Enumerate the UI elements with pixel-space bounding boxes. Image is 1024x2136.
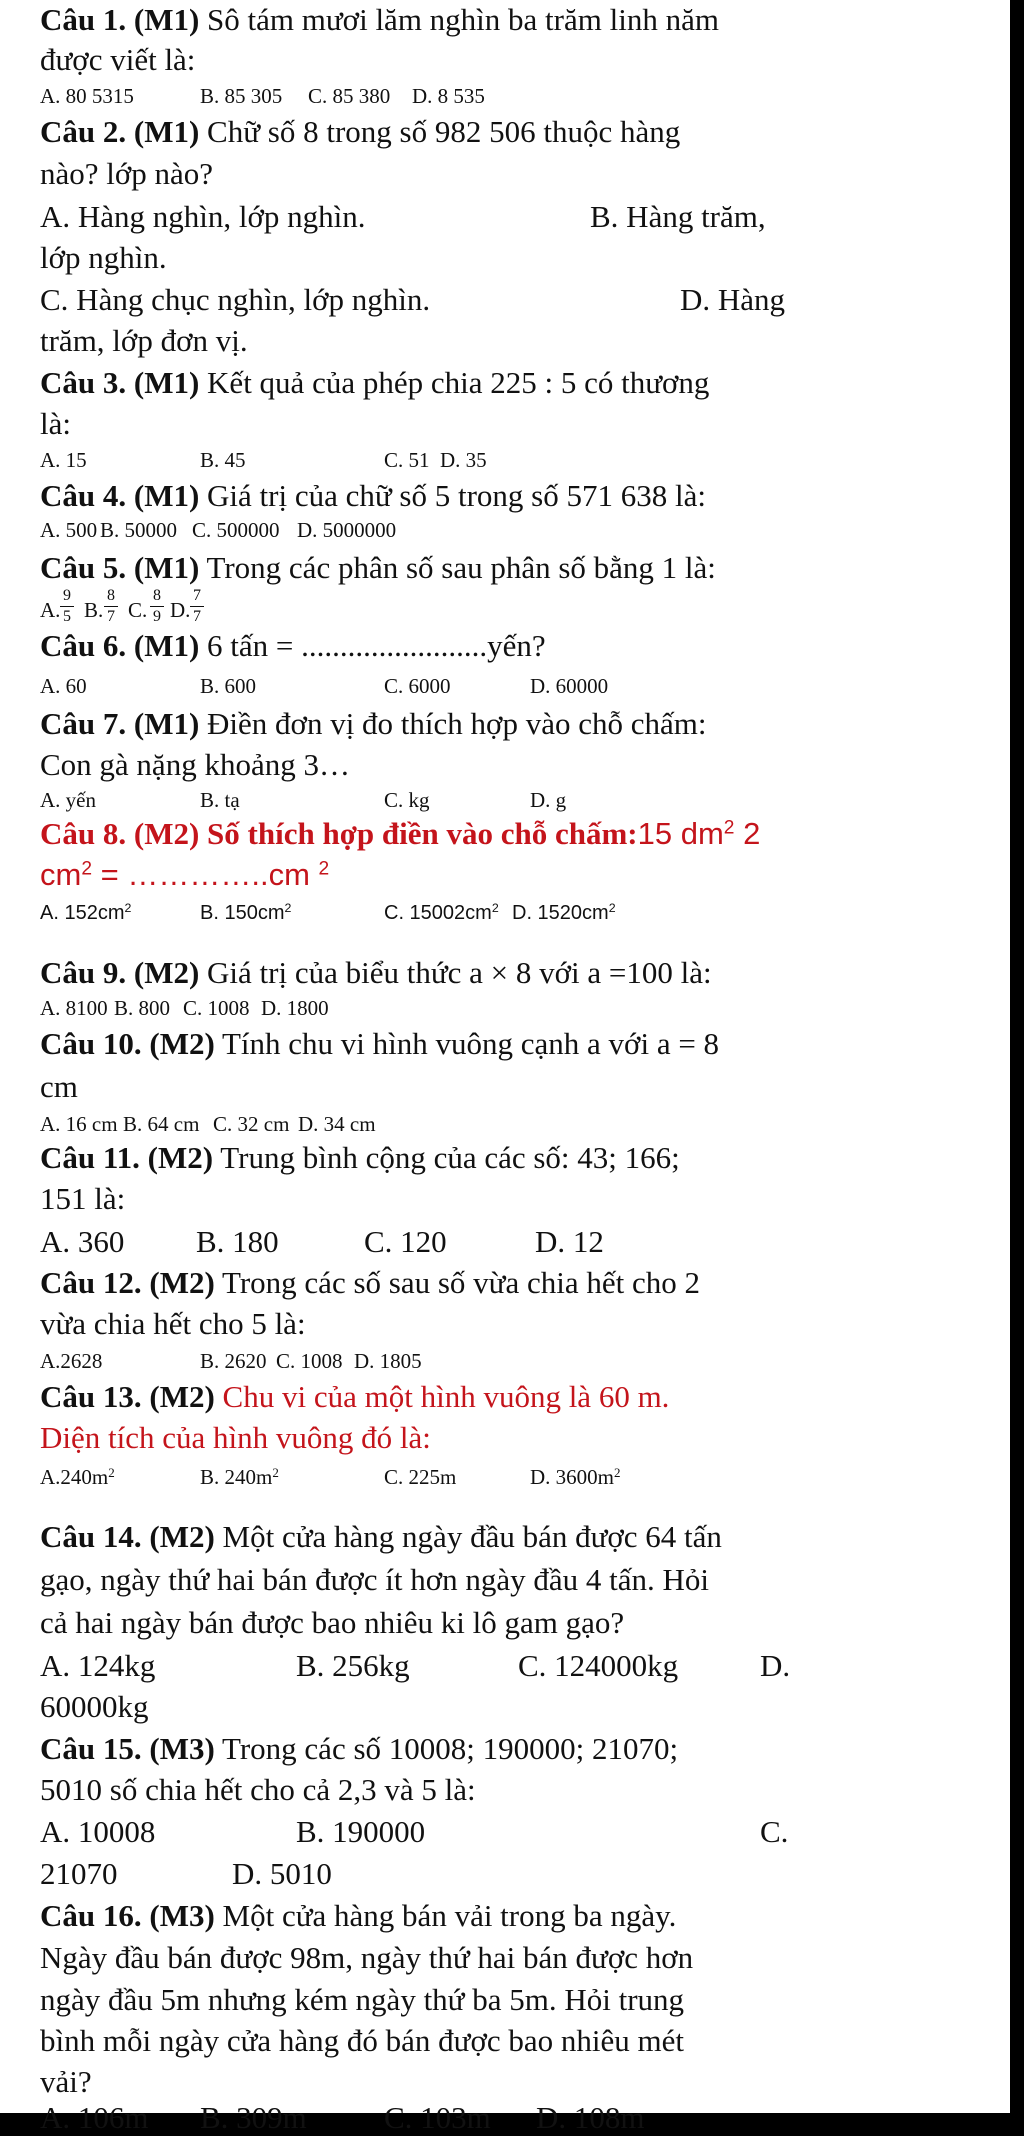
question-4-text: Giá trị của chữ số 5 trong số 571 638 là:: [207, 478, 706, 513]
option-text: B. 240m: [200, 1465, 273, 1489]
q13-option-a[interactable]: [40, 1465, 115, 1490]
cont-blank: = …………..cm: [92, 857, 319, 892]
question-14-text: Một cửa hàng ngày đầu bán được 64 tấn: [222, 1519, 722, 1554]
q5-option-a-label[interactable]: A.: [40, 598, 61, 622]
fraction-bar: [190, 606, 204, 607]
q11-option-b[interactable]: B. 180: [196, 1224, 279, 1259]
q6-option-c[interactable]: C. 6000: [384, 674, 451, 698]
q8-option-a[interactable]: [40, 902, 131, 925]
q8-option-b[interactable]: [200, 902, 291, 925]
q6-option-b[interactable]: B. 600: [200, 674, 257, 698]
q16-option-b[interactable]: B. 309m: [200, 2100, 307, 2135]
q5-a-denominator: 5: [63, 608, 71, 625]
q5-option-d-label[interactable]: D.: [170, 598, 191, 622]
question-3: [40, 365, 709, 401]
question-12: [40, 1265, 700, 1301]
q12-option-a[interactable]: A.2628: [40, 1349, 103, 1373]
q5-option-d-fraction[interactable]: [190, 588, 204, 625]
question-1: [40, 2, 719, 38]
q4-option-c[interactable]: C. 500000: [192, 518, 280, 542]
question-5-heading: Câu 5. (M1): [40, 550, 200, 585]
question-3-cont: là:: [40, 406, 71, 441]
q5-option-c-label[interactable]: C.: [128, 598, 148, 622]
question-10-heading: Câu 10. (M2): [40, 1026, 215, 1061]
question-16-line-2: Ngày đầu bán được 98m, ngày thứ hai bán được hơn: [40, 1940, 694, 1975]
q14-option-d-cont: 60000kg: [40, 1689, 149, 1724]
q10-option-c[interactable]: C. 32 cm: [213, 1112, 290, 1136]
q13-option-d[interactable]: [530, 1465, 621, 1490]
q15-option-c[interactable]: C.: [760, 1814, 789, 1849]
q16-option-c[interactable]: C. 103m: [384, 2100, 491, 2135]
question-12-text: Trong các số sau số vừa chia hết cho 2: [222, 1265, 700, 1300]
q7-option-a[interactable]: A. yến: [40, 788, 96, 812]
q14-option-b[interactable]: B. 256kg: [296, 1648, 410, 1683]
q11-option-d[interactable]: D. 12: [535, 1224, 604, 1259]
question-2: [40, 114, 680, 150]
option-exponent: 2: [614, 1464, 621, 1480]
option-exponent: 2: [491, 901, 499, 916]
q2-option-a[interactable]: A. Hàng nghìn, lớp nghìn.: [40, 199, 366, 234]
q14-option-d[interactable]: D.: [760, 1648, 791, 1683]
question-11: [40, 1140, 680, 1176]
option-text: A. 152cm: [40, 902, 125, 924]
question-5: [40, 550, 716, 586]
q14-option-a[interactable]: A. 124kg: [40, 1648, 156, 1683]
question-5-text: Trong các phân số sau phân số bằng 1 là:: [206, 550, 716, 585]
expr-tail: 2: [734, 816, 761, 851]
cont-unit: cm: [40, 857, 82, 892]
question-8: [40, 816, 760, 852]
option-text: B. 150cm: [200, 902, 285, 924]
question-16: [40, 1898, 676, 1934]
question-12-cont: vừa chia hết cho 5 là:: [40, 1306, 306, 1341]
question-9-text: Giá trị của biểu thức a × 8 với a =100 là:: [207, 955, 712, 990]
question-8-heading: Câu 8. (M2): [40, 816, 200, 851]
q2-option-b-cont: lớp nghìn.: [40, 240, 167, 275]
question-11-heading: Câu 11. (M2): [40, 1140, 214, 1175]
option-text: A.240m: [40, 1465, 109, 1489]
q9-option-b[interactable]: B. 800: [114, 996, 171, 1020]
question-7-text: Điền đơn vị đo thích hợp vào chỗ chấm:: [207, 706, 707, 741]
q4-option-d[interactable]: D. 5000000: [297, 518, 397, 542]
q12-option-d[interactable]: D. 1805: [354, 1349, 422, 1373]
q10-option-d[interactable]: D. 34 cm: [298, 1112, 376, 1136]
q14-option-c[interactable]: C. 124000kg: [518, 1648, 679, 1683]
question-3-text: Kết quả của phép chia 225 : 5 có thương: [207, 365, 710, 400]
q5-a-numerator: 9: [63, 587, 71, 604]
question-14-line-2: gạo, ngày thứ hai bán được ít hơn ngày đầu 4 tấn. Hỏi: [40, 1562, 710, 1597]
q5-c-numerator: 8: [153, 587, 161, 604]
option-exponent: 2: [608, 901, 616, 916]
q7-option-c[interactable]: C. kg: [384, 788, 430, 812]
question-13: [40, 1379, 669, 1415]
q13-option-b[interactable]: [200, 1465, 279, 1490]
q12-option-b[interactable]: B. 2620: [200, 1349, 267, 1373]
q3-option-b[interactable]: B. 45: [200, 448, 246, 472]
q9-option-a[interactable]: A. 8100: [40, 996, 108, 1020]
q4-option-b[interactable]: B. 50000: [100, 518, 178, 542]
question-8-expression: [638, 816, 761, 851]
q8-option-c[interactable]: [384, 902, 499, 925]
question-3-heading: Câu 3. (M1): [40, 365, 200, 400]
q1-option-c[interactable]: C. 85 380: [308, 84, 391, 108]
question-6-heading: Câu 6. (M1): [40, 628, 200, 663]
q6-option-d[interactable]: D. 60000: [530, 674, 609, 698]
question-2-heading: Câu 2. (M1): [40, 114, 200, 149]
fraction-bar: [150, 606, 164, 607]
question-13-heading: Câu 13. (M2): [40, 1379, 215, 1414]
q8-option-d[interactable]: [512, 902, 616, 925]
question-11-cont: 151 là:: [40, 1181, 126, 1216]
question-14-line-3: cả hai ngày bán được bao nhiêu ki lô gam gạo?: [40, 1605, 625, 1640]
option-text: C. 15002cm: [384, 902, 492, 924]
question-11-text: Trung bình cộng của các số: 43; 166;: [220, 1140, 680, 1175]
question-13-cont: Diện tích của hình vuông đó là:: [40, 1420, 431, 1455]
q5-option-b-label[interactable]: B.: [84, 598, 104, 622]
option-text: D. 3600m: [530, 1465, 614, 1489]
question-1-text: Sô tám mươi lăm nghìn ba trăm linh năm: [207, 2, 719, 37]
question-16-heading: Câu 16. (M3): [40, 1898, 215, 1933]
q11-option-a[interactable]: A. 360: [40, 1224, 125, 1259]
q16-option-a[interactable]: A. 106m: [40, 2100, 149, 2135]
q5-d-numerator: 7: [193, 587, 201, 604]
cont-exponent: 2: [81, 858, 93, 880]
fraction-bar: [60, 606, 74, 607]
q6-option-a[interactable]: A. 60: [40, 674, 87, 698]
question-13-text: Chu vi của một hình vuông là 60 m.: [222, 1379, 670, 1414]
question-6-text: 6 tấn = ........................yến?: [207, 628, 546, 663]
q13-option-c[interactable]: [384, 1465, 456, 1490]
q11-option-c[interactable]: C. 120: [364, 1224, 447, 1259]
option-exponent: 2: [124, 901, 132, 916]
question-9-heading: Câu 9. (M2): [40, 955, 200, 990]
question-14: [40, 1519, 722, 1555]
q10-option-b[interactable]: B. 64 cm: [123, 1112, 200, 1136]
q2-option-b[interactable]: B. Hàng trăm,: [590, 199, 766, 234]
fraction-bar: [104, 606, 118, 607]
question-16-line-5: vải?: [40, 2064, 92, 2099]
q2-option-d-cont: trăm, lớp đơn vị.: [40, 323, 248, 358]
q5-option-a-fraction[interactable]: [60, 588, 74, 625]
question-10-text: Tính chu vi hình vuông cạnh a với a = 8: [222, 1026, 720, 1061]
q4-option-a[interactable]: A. 500: [40, 518, 98, 542]
option-text: C. 225m: [384, 1465, 457, 1489]
question-6: [40, 628, 546, 664]
q7-option-d[interactable]: D. g: [530, 788, 567, 812]
q1-option-b[interactable]: B. 85 305: [200, 84, 283, 108]
q5-b-numerator: 8: [107, 587, 115, 604]
option-exponent: 2: [272, 1464, 279, 1480]
question-15: [40, 1731, 678, 1767]
cont-exponent-2: 2: [318, 858, 330, 880]
question-8-text: Số thích hợp điền vào chỗ chấm:: [207, 816, 638, 851]
question-14-heading: Câu 14. (M2): [40, 1519, 215, 1554]
question-4: [40, 478, 706, 514]
q3-option-c[interactable]: C. 51: [384, 448, 430, 472]
q5-c-denominator: 9: [153, 608, 161, 625]
q15-option-c-cont: 21070: [40, 1856, 118, 1891]
q12-option-c[interactable]: C. 1008: [276, 1349, 343, 1373]
option-text: D. 1520cm: [512, 902, 609, 924]
question-7-cont: Con gà nặng khoảng 3…: [40, 747, 350, 782]
q16-option-d[interactable]: D. 108m: [536, 2100, 645, 2135]
question-15-heading: Câu 15. (M3): [40, 1731, 215, 1766]
question-1-cont: được viết là:: [40, 42, 196, 77]
question-2-cont: nào? lớp nào?: [40, 156, 214, 191]
expr-value: 15 dm: [637, 816, 724, 851]
question-8-cont: [40, 857, 329, 893]
question-9: [40, 955, 712, 991]
q9-option-d[interactable]: D. 1800: [261, 996, 329, 1020]
q5-option-b-fraction[interactable]: [104, 588, 118, 625]
question-4-heading: Câu 4. (M1): [40, 478, 200, 513]
q1-option-d[interactable]: D. 8 535: [412, 84, 485, 108]
option-exponent: 2: [284, 901, 292, 916]
q3-option-a[interactable]: A. 15: [40, 448, 87, 472]
q15-option-a[interactable]: A. 10008: [40, 1814, 156, 1849]
question-7-heading: Câu 7. (M1): [40, 706, 200, 741]
question-10: [40, 1026, 719, 1062]
question-2-text: Chữ số 8 trong số 982 506 thuộc hàng: [207, 114, 681, 149]
q5-option-c-fraction[interactable]: [150, 588, 164, 625]
q2-option-d[interactable]: D. Hàng: [680, 282, 786, 317]
expr-exponent: 2: [723, 817, 735, 839]
question-7: [40, 706, 706, 742]
question-15-line-2: 5010 số chia hết cho cả 2,3 và 5 là:: [40, 1772, 476, 1807]
q15-option-d[interactable]: D. 5010: [232, 1856, 332, 1891]
question-16-line-4: bình mỗi ngày cửa hàng đó bán được bao nhiêu mét: [40, 2023, 685, 2058]
q5-b-denominator: 7: [107, 608, 115, 625]
question-15-text: Trong các số 10008; 190000; 21070;: [222, 1731, 679, 1766]
question-10-cont: cm: [40, 1069, 78, 1104]
q2-option-c[interactable]: C. Hàng chục nghìn, lớp nghìn.: [40, 282, 431, 317]
q15-option-b[interactable]: B. 190000: [296, 1814, 426, 1849]
q7-option-b[interactable]: B. tạ: [200, 788, 240, 812]
q9-option-c[interactable]: C. 1008: [183, 996, 250, 1020]
q10-option-a[interactable]: A. 16 cm: [40, 1112, 118, 1136]
question-12-heading: Câu 12. (M2): [40, 1265, 215, 1300]
question-1-heading: Câu 1. (M1): [40, 2, 200, 37]
q3-option-d[interactable]: D. 35: [440, 448, 487, 472]
q1-option-a[interactable]: A. 80 5315: [40, 84, 134, 108]
question-16-line-3: ngày đầu 5m nhưng kém ngày thứ ba 5m. Hỏi trung: [40, 1982, 685, 2017]
q5-d-denominator: 7: [193, 608, 201, 625]
question-16-text: Một cửa hàng bán vải trong ba ngày.: [222, 1898, 677, 1933]
option-exponent: 2: [108, 1464, 115, 1480]
